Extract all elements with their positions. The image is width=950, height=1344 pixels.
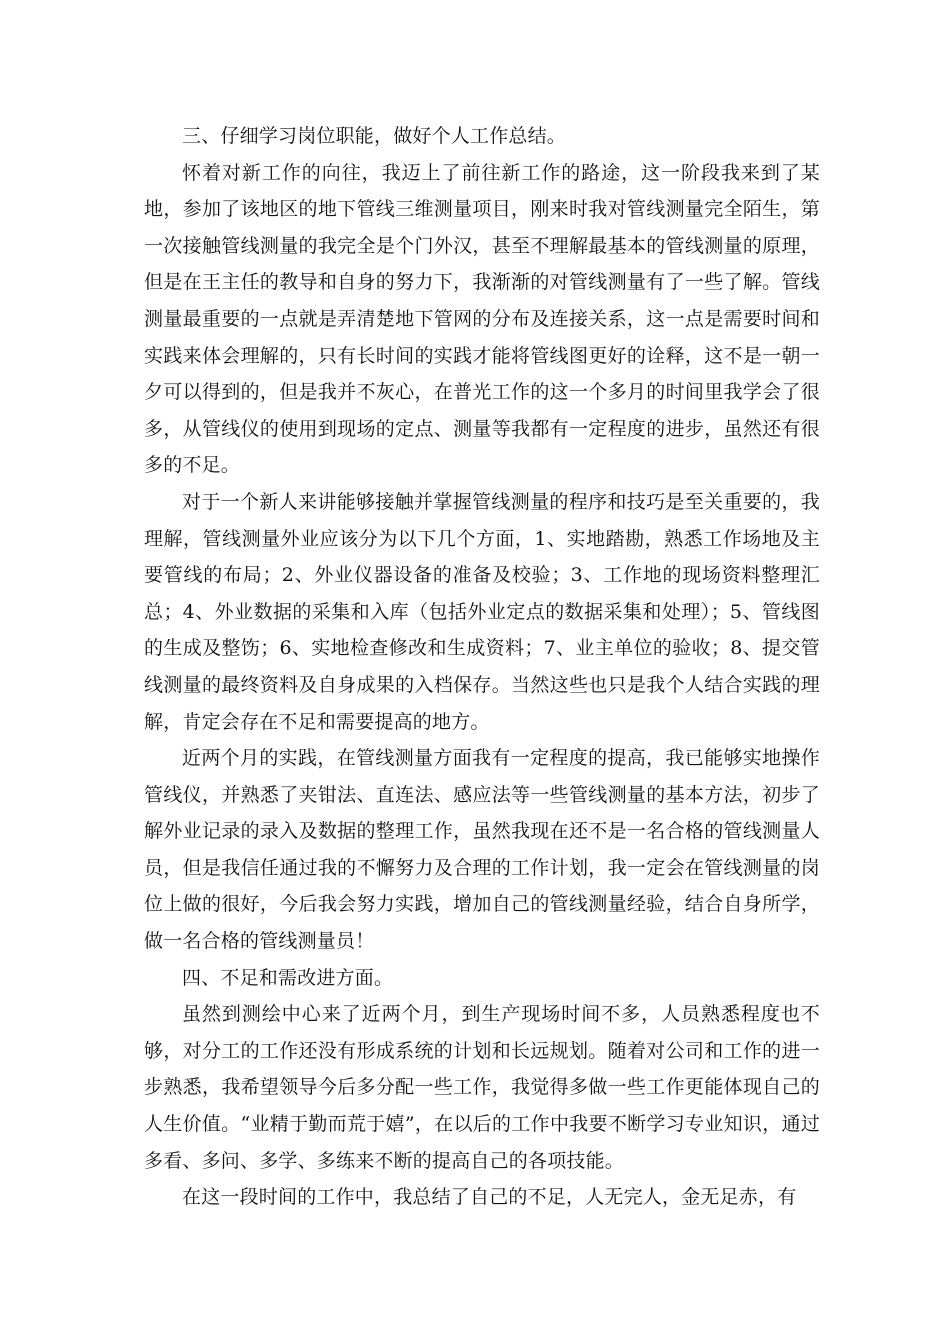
body-paragraph: 怀着对新工作的向往，我迈上了前往新工作的路途，这一阶段我来到了某地，参加了该地区的地下管线三维测量项目，刚来时我对管线测量完全陌生，第一次接触管线测量的我完全是个门外汉，甚至不理解最基本的管线测量的原理，但是在王主任的教导和自身的努力下，我渐渐的对管线测量有了一些了解。管线测量最重要的一点就是弄清楚地下管网的分布及连接关系，这一点是需要时间和实践来体会理解的，只有长时间的实践才能将管线图更好的诠释，这不是一朝一夕可以得到的，但是我并不灰心，在普光工作的这一个多月的时间里我学会了很多，从管线仪的使用到现场的定点、测量等我都有一定程度的进步，虽然还有很多的不足。 — [144, 161, 820, 477]
body-paragraph: 在这一段时间的工作中，我总结了自己的不足，人无完人，金无足赤，有 — [182, 1186, 797, 1209]
body-paragraph: 近两个月的实践，在管线测量方面我有一定程度的提高，我已能够实地操作管线仪，并熟悉了夹钳法、直连法、感应法等一些管线测量的基本方法，初步了解外业记录的录入及数据的整理工作，虽然我现在还不是一名合格的管线测量人员，但是我信任通过我的不懈努力及合理的工作计划，我一定会在管线测量的岗位上做的很好，今后我会努力实践，增加自己的管线测量经验，结合自身所学，做一名合格的管线测量员！ — [144, 747, 820, 953]
section-heading-four: 四、不足和需改进方面。 — [182, 966, 394, 989]
body-paragraph: 虽然到测绘中心来了近两个月，到生产现场时间不多，人员熟悉程度也不够，对分工的工作还没有形成系统的计划和长远规划。随着对公司和工作的进一步熟悉，我希望领导今后多分配一些工作，我觉得多做一些工作更能体现自己的人生价值。“业精于勤而荒于嬉”，在以后的工作中我要不断学习专业知识，通过多看、多问、多学、多练来不断的提高自己的各项技能。 — [144, 1003, 820, 1172]
body-paragraph: 对于一个新人来讲能够接触并掌握管线测量的程序和技巧是至关重要的，我理解，管线测量外业应该分为以下几个方面，1、实地踏勘，熟悉工作场地及主要管线的布局；2、外业仪器设备的准备及校验；3、工作地的现场资料整理汇总；4、外业数据的采集和入库（包括外业定点的数据采集和处理）；5、管线图的生成及整饬；6、实地检查修改和生成资料；7、业主单位的验收；8、提交管线测量的最终资料及自身成果的入档保存。当然这些也只是我个人结合实践的理解，肯定会存在不足和需要提高的地方。 — [144, 490, 820, 733]
section-heading-three: 三、仔细学习岗位职能，做好个人工作总结。 — [182, 125, 567, 147]
document-body — [144, 118, 820, 1216]
